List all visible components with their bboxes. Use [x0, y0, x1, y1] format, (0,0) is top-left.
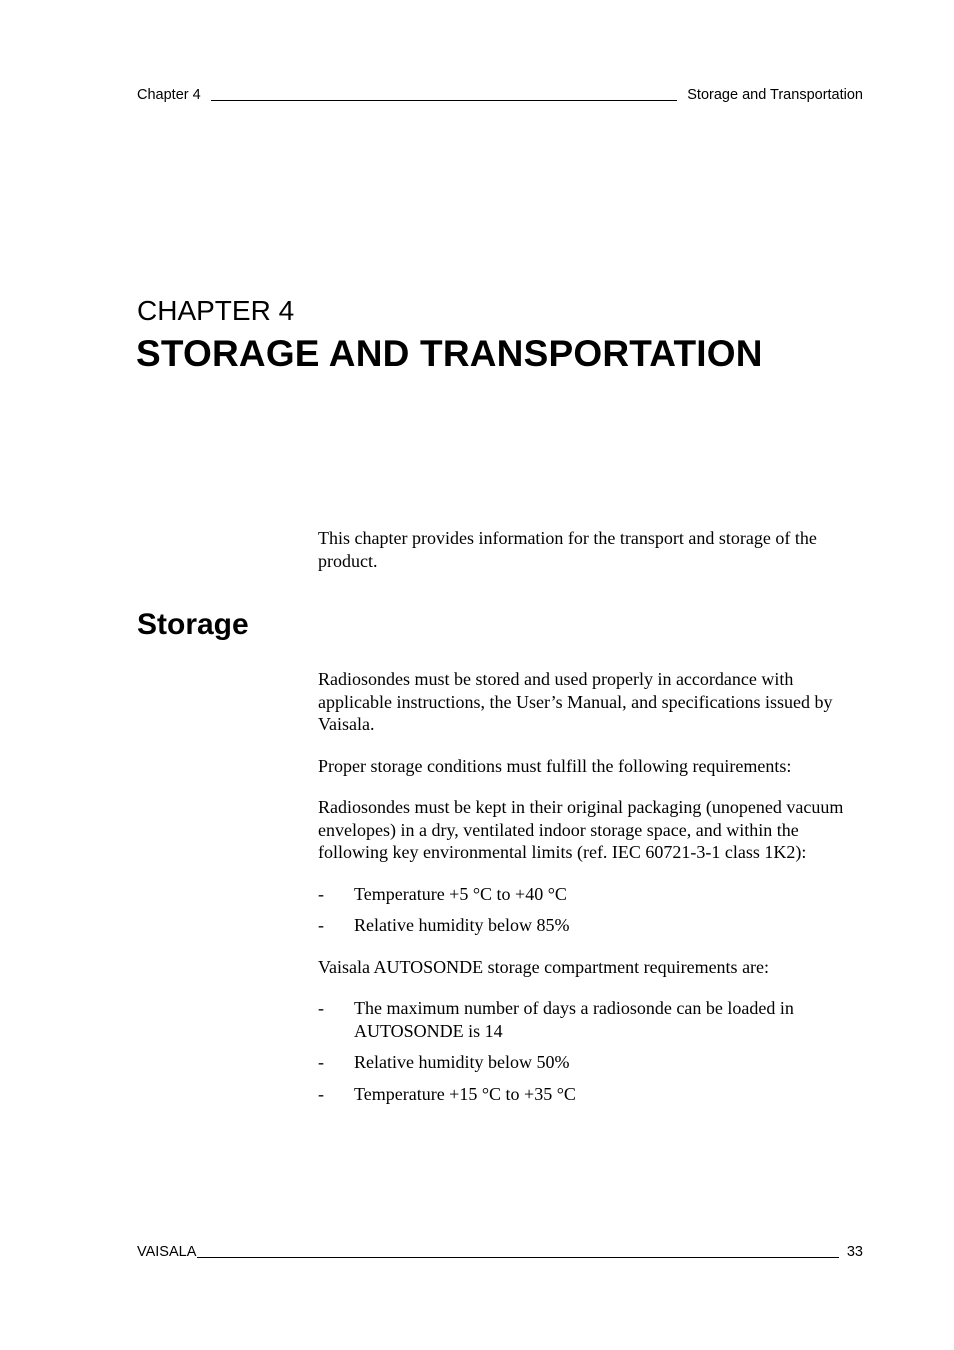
- bullet-dash: -: [318, 883, 324, 904]
- list-item-text: Relative humidity below 50%: [354, 1052, 570, 1072]
- footer-rule: [197, 1257, 838, 1258]
- storage-body: [318, 668, 866, 1124]
- section-heading-storage: Storage: [137, 608, 249, 641]
- bullet-dash: -: [318, 1083, 324, 1104]
- list-item: [318, 914, 866, 937]
- environmental-limits-list: [318, 883, 866, 937]
- list-item-text: Relative humidity below 85%: [354, 915, 570, 935]
- storage-paragraph: Radiosondes must be kept in their original packaging (unopened vacuum envelopes) in a dry, ventilated indoor storage space, and within the following key environmental limits (ref. IEC 60721-3-1 class 1K2):: [318, 797, 844, 862]
- header-chapter: Chapter 4: [137, 87, 201, 103]
- list-item-text: Temperature +5 °C to +40 °C: [354, 883, 567, 904]
- chapter-label: CHAPTER 4: [137, 295, 295, 326]
- header-rule: [211, 100, 678, 101]
- running-header: [137, 86, 863, 104]
- list-item: [318, 883, 866, 906]
- list-item: [318, 997, 866, 1042]
- autosonde-requirements-list: [318, 997, 866, 1105]
- bullet-dash: -: [318, 915, 324, 935]
- chapter-title: STORAGE AND TRANSPORTATION: [136, 333, 763, 374]
- storage-paragraph: Vaisala AUTOSONDE storage compartment requirements are:: [318, 956, 770, 977]
- bullet-dash: -: [318, 1052, 324, 1072]
- storage-paragraph: Radiosondes must be stored and used properly in accordance with applicable instructions, the User’s Manual, and specifications issued by Vaisala.: [318, 669, 833, 734]
- list-item-text: The maximum number of days a radiosonde can be loaded in AUTOSONDE is 14: [354, 998, 794, 1041]
- header-section-title: Storage and Transportation: [687, 87, 863, 103]
- list-item-text: Temperature +15 °C to +35 °C: [354, 1083, 576, 1104]
- footer-brand: VAISALA: [137, 1244, 197, 1260]
- bullet-dash: -: [318, 998, 324, 1018]
- storage-paragraph: Proper storage conditions must fulfill the following requirements:: [318, 755, 792, 776]
- running-footer: [137, 1243, 863, 1261]
- page-number: 33: [846, 1244, 863, 1260]
- list-item: [318, 1083, 866, 1106]
- list-item: [318, 1051, 866, 1074]
- intro-paragraph: This chapter provides information for the transport and storage of the product.: [318, 528, 817, 571]
